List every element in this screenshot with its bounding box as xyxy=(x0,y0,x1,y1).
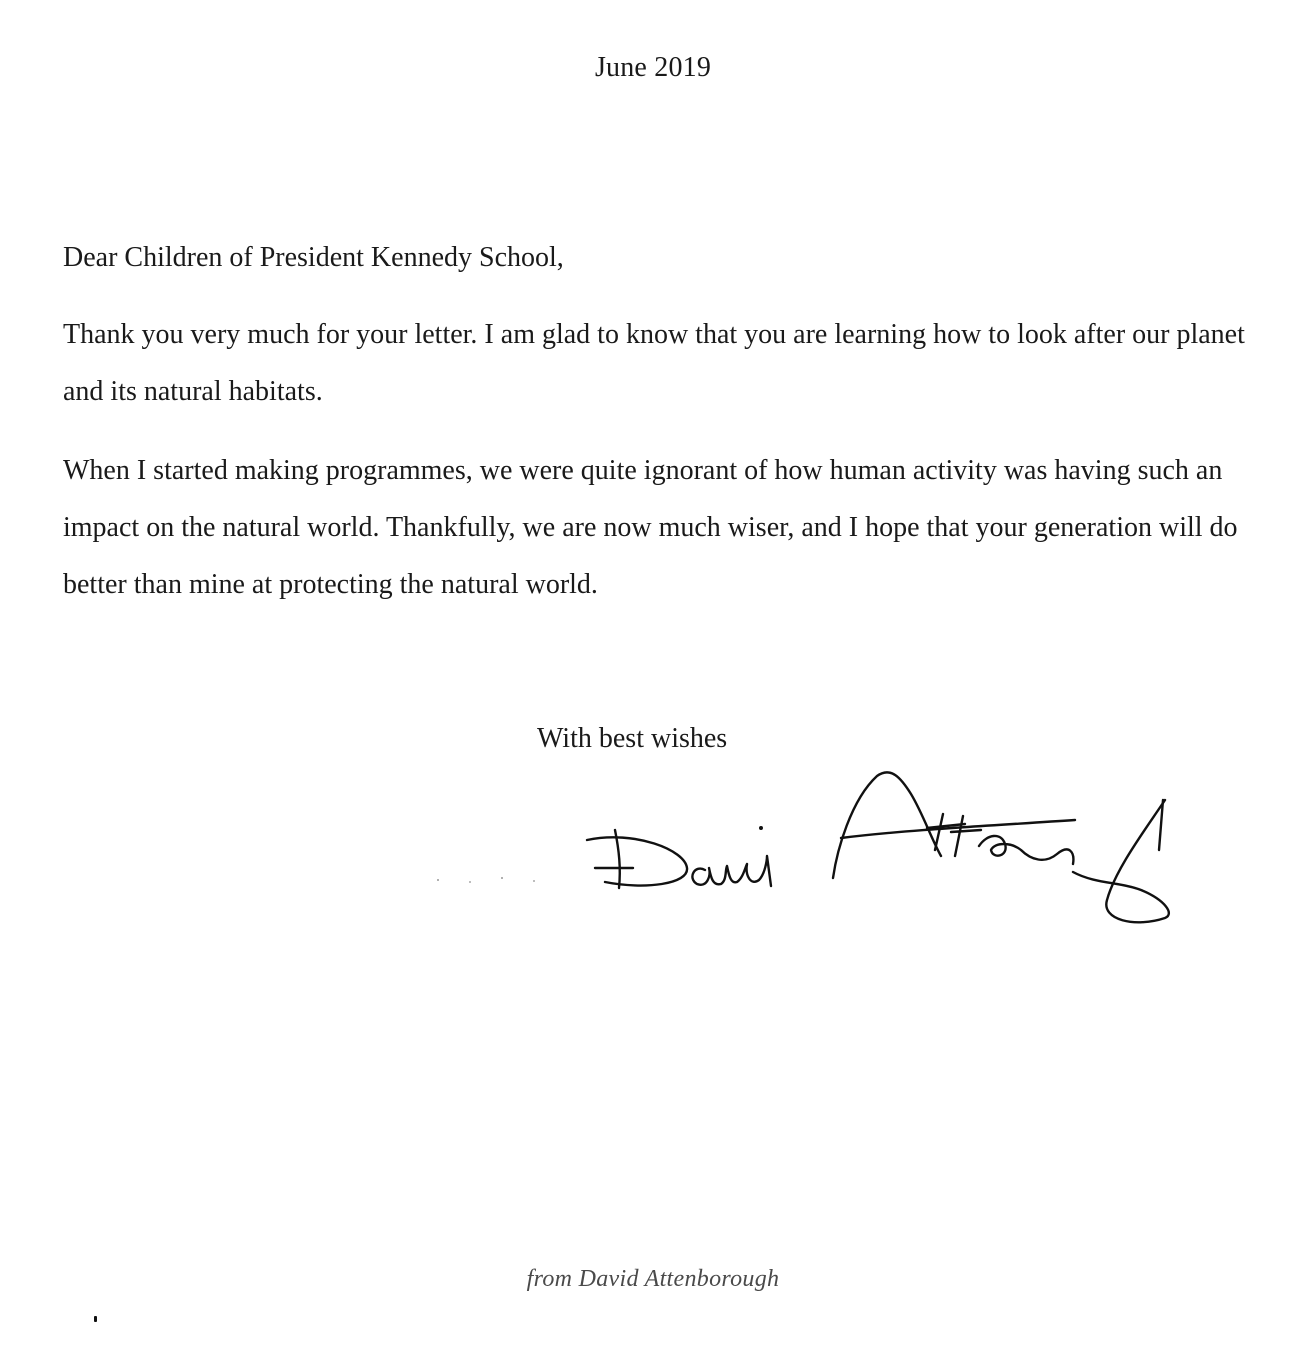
body-paragraph-1: Thank you very much for your letter. I am glad to know that you are learning how to look after our planet and its natural habitats. xyxy=(63,319,1245,407)
handwritten-signature xyxy=(575,760,1195,940)
salutation: Dear Children of President Kennedy School, xyxy=(63,242,564,273)
letter-date: June 2019 xyxy=(594,52,712,83)
letterhead-footer: from David Attenborough xyxy=(526,1266,780,1292)
closing-line: With best wishes xyxy=(537,723,728,754)
body-paragraph-2: When I started making programmes, we were quite ignorant of how human activity was having such an impact on the natural world. Thankfully, we are now much wiser, and I hope that your generation will do better than mine at protecting the natural world. xyxy=(63,455,1238,600)
scan-speck xyxy=(94,1316,97,1322)
scan-speckle xyxy=(430,870,560,890)
